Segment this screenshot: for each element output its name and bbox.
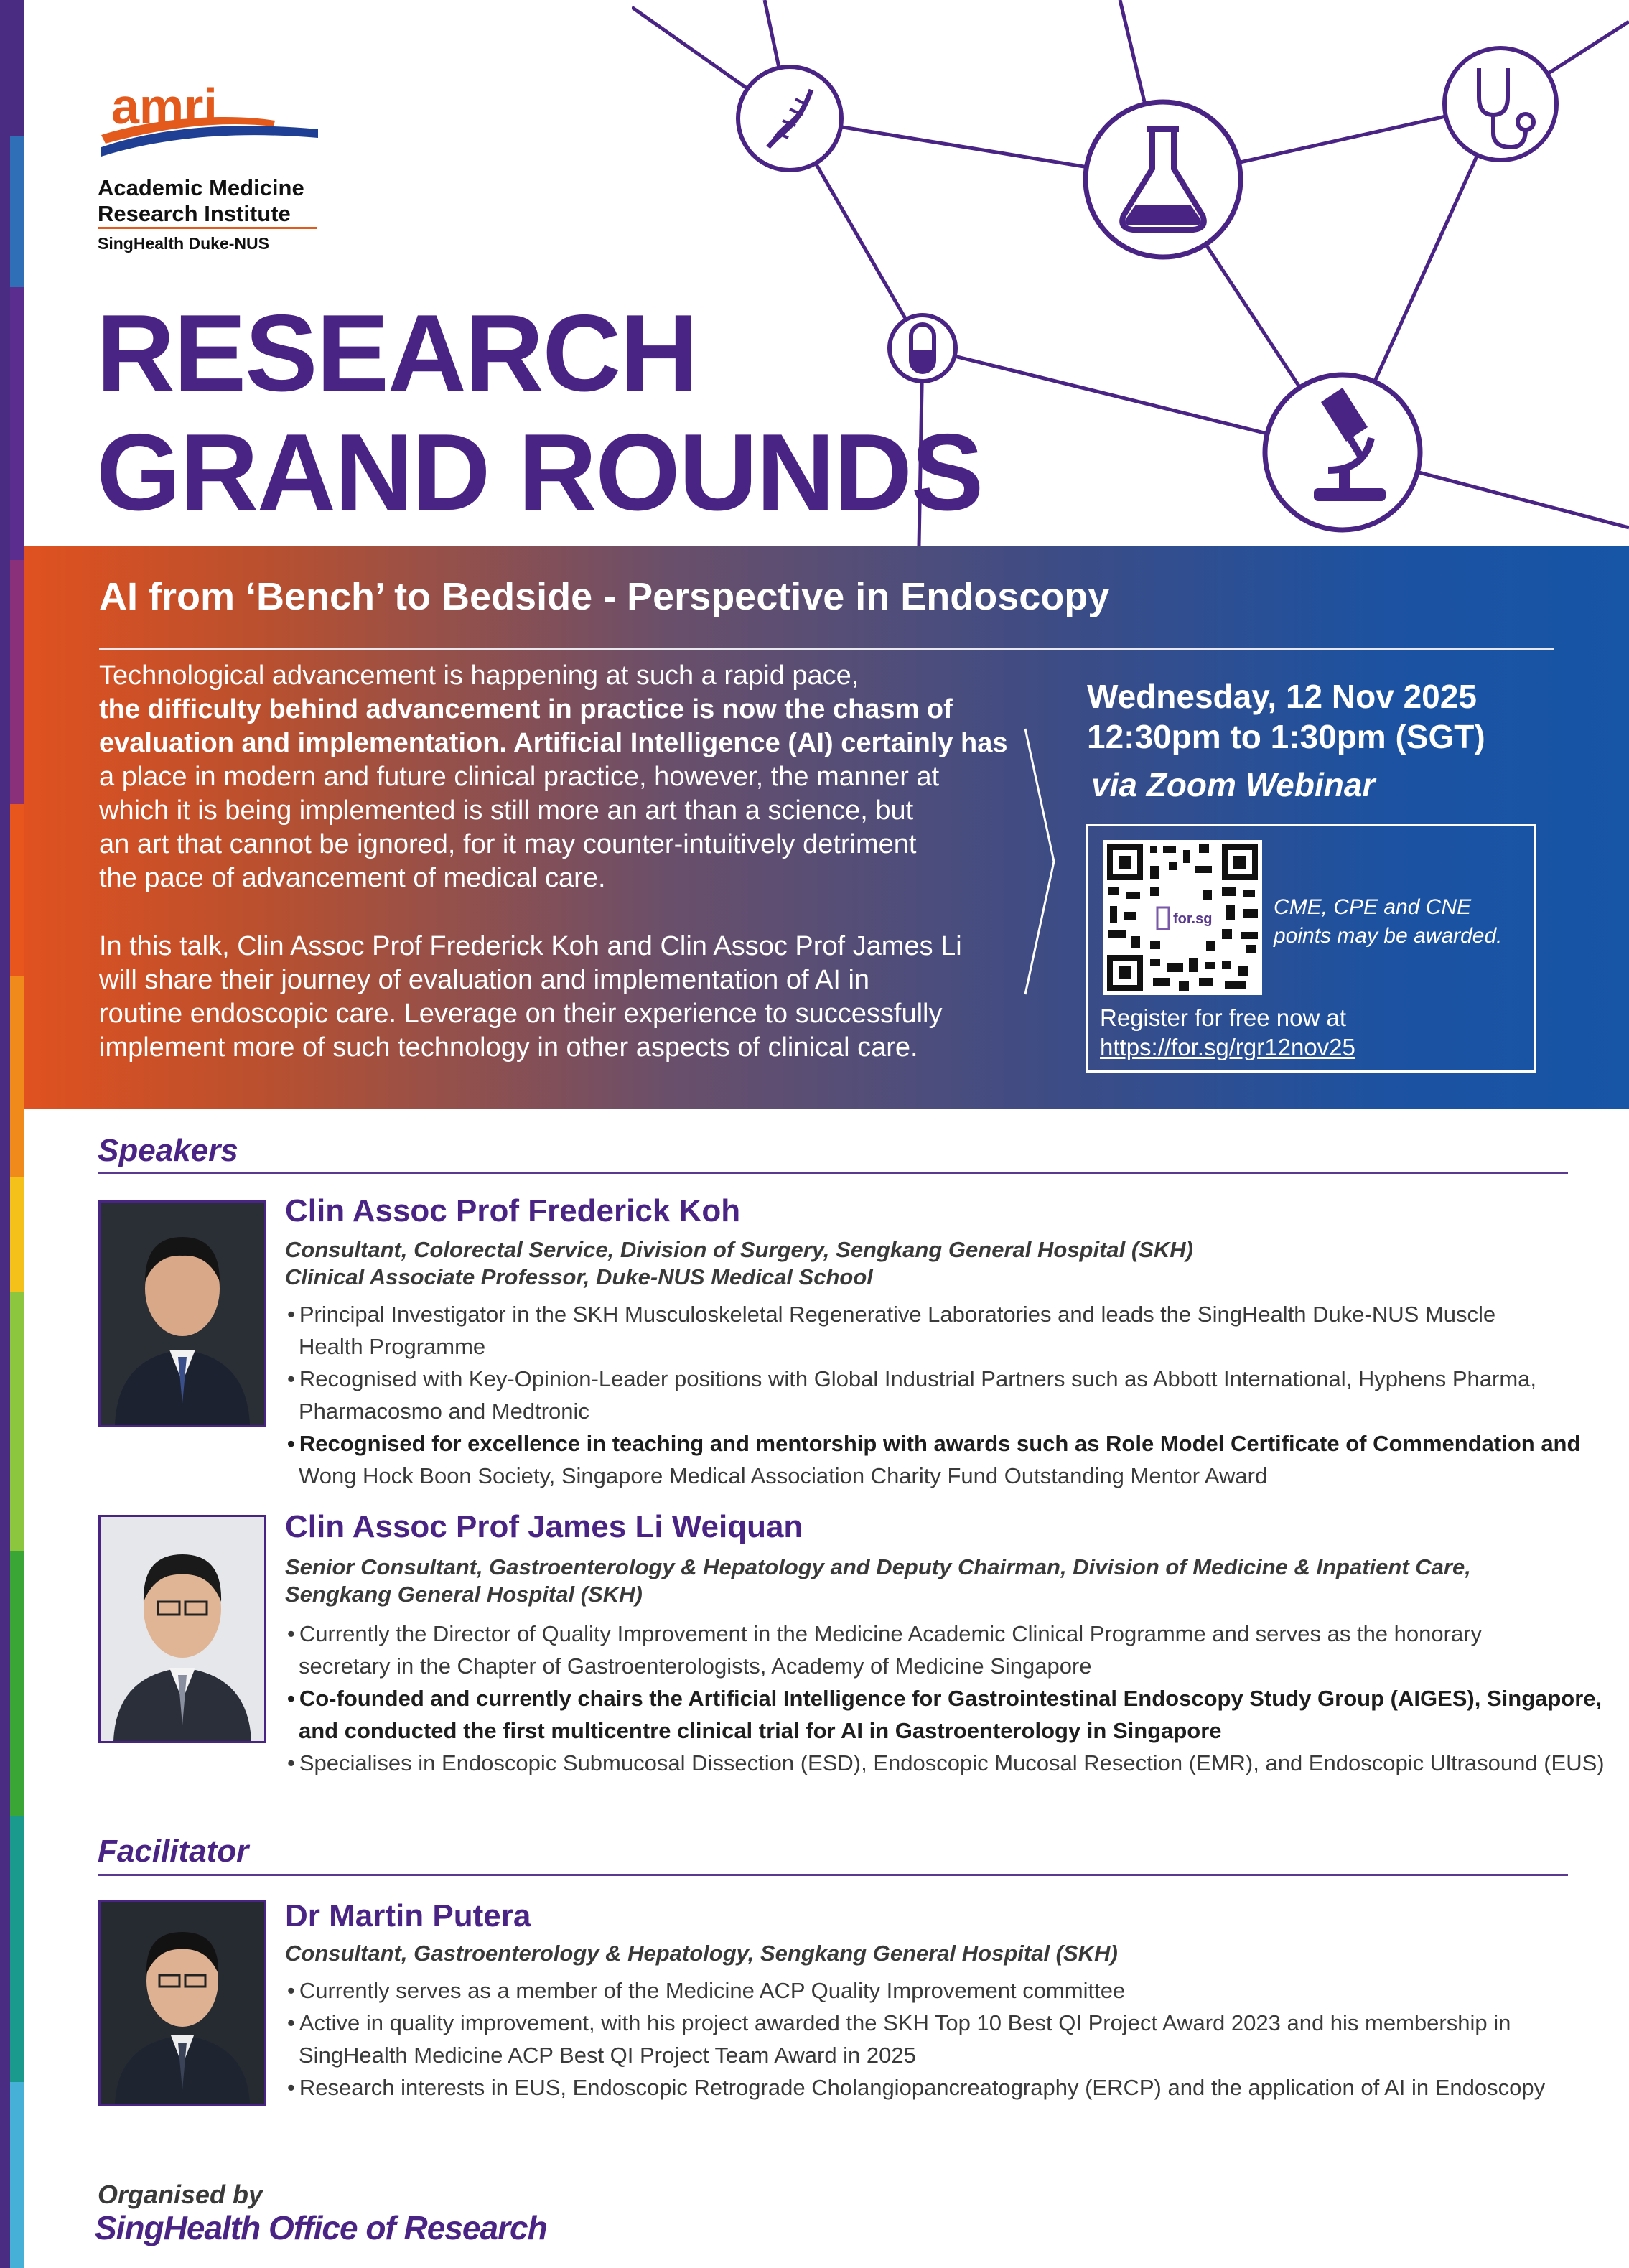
logo-mark-text: amri bbox=[111, 79, 218, 134]
network-graphic bbox=[632, 0, 1629, 546]
facilitator-heading: Facilitator bbox=[98, 1834, 249, 1869]
title-line-2: GRAND ROUNDS bbox=[96, 411, 983, 533]
color-strip bbox=[0, 0, 24, 2268]
abstract-line: an art that cannot be ignored, for it may counter-intuitively detriment bbox=[99, 829, 917, 859]
talk-title: AI from ‘Bench’ to Bedside - Perspective in Endoscopy bbox=[99, 575, 1110, 618]
abstract-line: evaluation and implementation. Artificial Intelligence (AI) certainly has bbox=[99, 728, 1008, 758]
flask-icon bbox=[1086, 102, 1241, 257]
register-text: Register for free now at bbox=[1100, 1004, 1346, 1031]
qr-label: for.sg bbox=[1173, 911, 1213, 927]
speaker-photo-li bbox=[98, 1515, 266, 1743]
event-datetime bbox=[1087, 676, 1485, 757]
speaker-role: Senior Consultant, Gastroenterology & Hepatology and Deputy Chairman, Division of Medicine & Inpatient Care, bbox=[285, 1554, 1471, 1579]
logo-divider bbox=[98, 227, 317, 229]
register-link[interactable]: https://for.sg/rgr12nov25 bbox=[1100, 1034, 1355, 1060]
facilitator-photo bbox=[98, 1900, 266, 2106]
strip-seg-teal bbox=[10, 1816, 24, 2082]
speaker-bullet-cont: Pharmacosmo and Medtronic bbox=[299, 1399, 589, 1424]
abstract-line: the pace of advancement of medical care. bbox=[99, 863, 606, 893]
speaker-bullet-cont: secretary in the Chapter of Gastroenterologists, Academy of Medicine Singapore bbox=[299, 1653, 1092, 1679]
strip-seg-red bbox=[10, 804, 24, 976]
abstract-paragraph-2 bbox=[99, 930, 1032, 1065]
speaker-bullet: • Recognised for excellence in teaching and mentorship with awards such as Role Model Certificate of Commendation and bbox=[287, 1427, 1605, 1460]
logo-institute-line1: Academic Medicine bbox=[98, 175, 304, 200]
abstract-line: will share their journey of evaluation and implementation of AI in bbox=[99, 965, 870, 995]
chevron-divider bbox=[1019, 725, 1063, 998]
registration-qr-code[interactable] bbox=[1103, 840, 1262, 995]
strip-seg-blue bbox=[10, 136, 24, 287]
speakers-divider bbox=[98, 1172, 1568, 1174]
amri-logo bbox=[95, 79, 325, 165]
event-date: Wednesday, 12 Nov 2025 bbox=[1087, 678, 1477, 715]
logo-partners: SingHealth Duke-NUS bbox=[98, 234, 269, 253]
facilitator-bullet: • Research interests in EUS, Endoscopic Retrograde Cholangiopancreatography (ERCP) and the application of AI in Endoscopy bbox=[287, 2071, 1605, 2104]
speaker-name-koh: Clin Assoc Prof Frederick Koh bbox=[285, 1193, 741, 1228]
stethoscope-icon bbox=[1444, 48, 1556, 160]
speaker-role: Consultant, Colorectal Service, Division of Surgery, Sengkang General Hospital (SKH) bbox=[285, 1237, 1193, 1262]
strip-seg-lime bbox=[10, 1292, 24, 1551]
organiser-name: SingHealth Office of Research bbox=[95, 2209, 547, 2246]
organiser-label: Organised by bbox=[98, 2180, 263, 2209]
abstract-line: In this talk, Clin Assoc Prof Frederick Koh and Clin Assoc Prof James Li bbox=[99, 931, 962, 961]
cme-note: CME, CPE and CNE points may be awarded. bbox=[1274, 895, 1503, 948]
speaker-name-li: Clin Assoc Prof James Li Weiquan bbox=[285, 1509, 803, 1544]
facilitator-name: Dr Martin Putera bbox=[285, 1898, 531, 1933]
pill-icon bbox=[890, 315, 956, 381]
event-venue: via Zoom Webinar bbox=[1091, 766, 1376, 803]
microscope-icon bbox=[1265, 375, 1420, 530]
strip-seg-violet bbox=[10, 287, 24, 560]
speaker-bullet: • Specialises in Endoscopic Submucosal Dissection (ESD), Endoscopic Mucosal Resection (EMR), and Endoscopic Ultrasound (EUS) bbox=[287, 1747, 1605, 1779]
title-line-1: RESEARCH bbox=[96, 292, 697, 414]
abstract-paragraph-1 bbox=[99, 659, 1032, 895]
speaker-bullet-cont: and conducted the first multicentre clinical trial for AI in Gastroenterology in Singapore bbox=[299, 1718, 1222, 1743]
strip-seg-magenta bbox=[10, 560, 24, 804]
speaker-bullet: • Co-founded and currently chairs the Artificial Intelligence for Gastrointestinal Endoscopy Study Group (AIGES), Singapore, bbox=[287, 1682, 1605, 1714]
abstract-line: which it is being implemented is still more an art than a science, but bbox=[99, 795, 914, 826]
speaker-role: Clinical Associate Professor, Duke-NUS Medical School bbox=[285, 1264, 873, 1289]
speaker-role: Sengkang General Hospital (SKH) bbox=[285, 1582, 643, 1607]
logo-institute-line2: Research Institute bbox=[98, 201, 291, 226]
speaker-bullet-cont: Health Programme bbox=[299, 1334, 486, 1359]
abstract-line: Technological advancement is happening at such a rapid pace, bbox=[99, 661, 859, 691]
facilitator-role: Consultant, Gastroenterology & Hepatology, Sengkang General Hospital (SKH) bbox=[285, 1941, 1118, 1966]
facilitator-bullet: • Active in quality improvement, with his project awarded the SKH Top 10 Best QI Project Award 2023 and his membership in bbox=[287, 2007, 1605, 2039]
facilitator-bullet-cont: SingHealth Medicine ACP Best QI Project Team Award in 2025 bbox=[299, 2043, 916, 2068]
abstract-line: routine endoscopic care. Leverage on their experience to successfully bbox=[99, 999, 943, 1029]
banner-divider bbox=[99, 648, 1554, 650]
strip-seg-sky bbox=[10, 2082, 24, 2268]
speakers-heading: Speakers bbox=[98, 1133, 238, 1168]
speaker-bullet: • Principal Investigator in the SKH Musculoskeletal Regenerative Laboratories and leads the SingHealth Duke-NUS Muscle bbox=[287, 1298, 1605, 1330]
event-time: 12:30pm to 1:30pm (SGT) bbox=[1087, 718, 1485, 755]
strip-seg-yellow bbox=[10, 1177, 24, 1292]
strip-seg-orange bbox=[10, 976, 24, 1177]
speaker-bullet: • Currently the Director of Quality Improvement in the Medicine Academic Clinical Programme and serves as the honorary bbox=[287, 1618, 1605, 1650]
speaker-bullet-cont: Wong Hock Boon Society, Singapore Medical Association Charity Fund Outstanding Mentor Award bbox=[299, 1463, 1268, 1488]
abstract-line: a place in modern and future clinical practice, however, the manner at bbox=[99, 762, 940, 792]
strip-seg-green bbox=[10, 1551, 24, 1816]
abstract-line: implement more of such technology in other aspects of clinical care. bbox=[99, 1032, 918, 1063]
speaker-photo-koh bbox=[98, 1200, 266, 1427]
facilitator-bullet: • Currently serves as a member of the Medicine ACP Quality Improvement committee bbox=[287, 1974, 1605, 2007]
abstract-line: the difficulty behind advancement in practice is now the chasm of bbox=[99, 694, 953, 724]
strip-seg-purple bbox=[10, 0, 24, 136]
facilitator-divider bbox=[98, 1874, 1568, 1876]
dna-icon bbox=[738, 67, 841, 170]
speaker-bullet: • Recognised with Key-Opinion-Leader positions with Global Industrial Partners such as Abbott International, Hyphens Pharma, bbox=[287, 1363, 1605, 1395]
